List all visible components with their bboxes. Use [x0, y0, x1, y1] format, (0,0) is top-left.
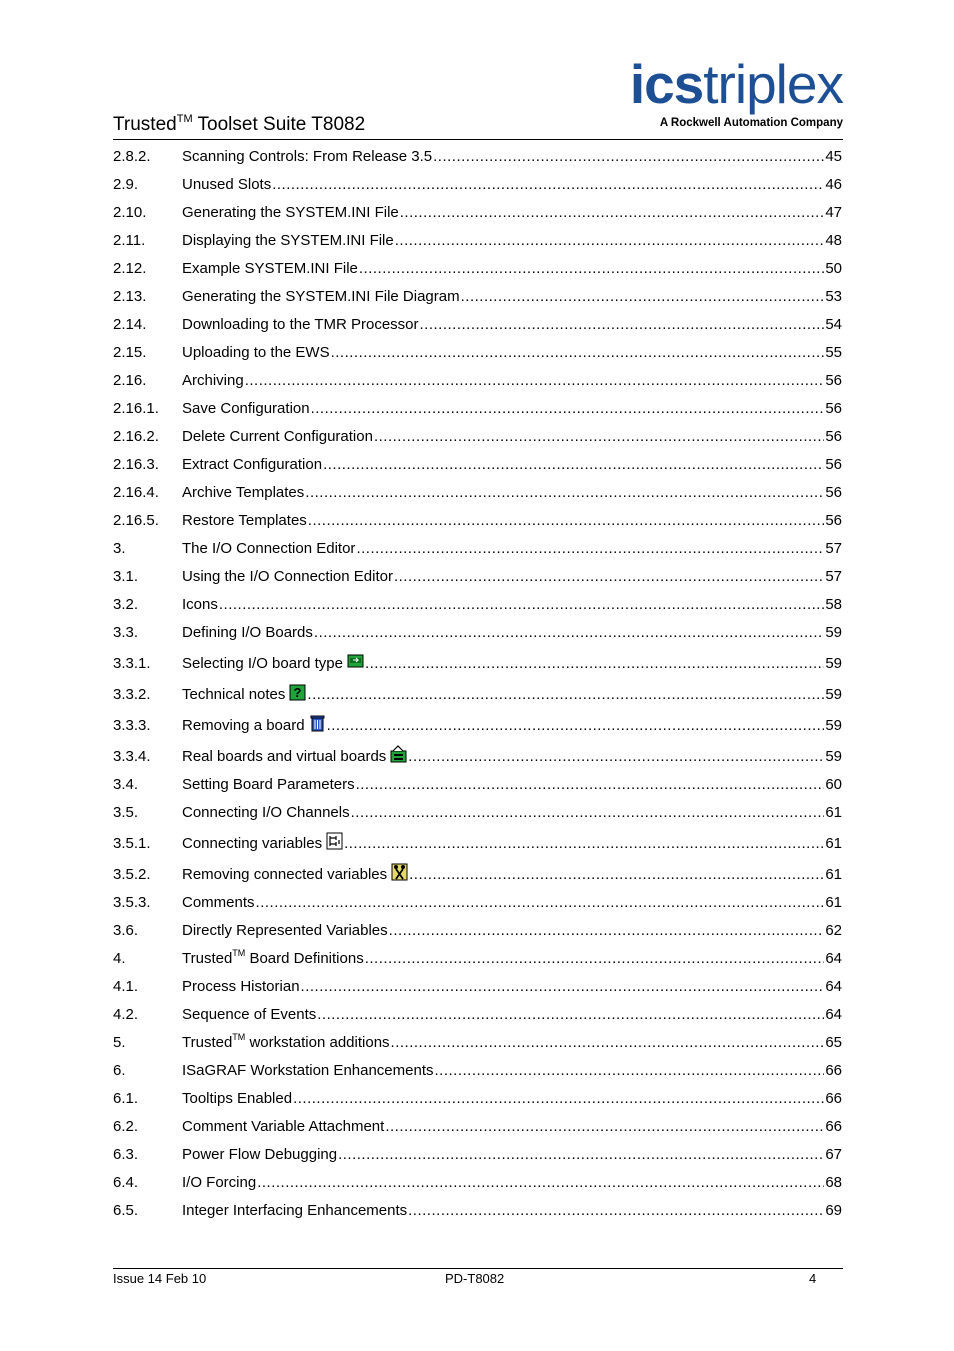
toc-dot-leader	[344, 835, 824, 852]
toc-title-text: Archive Templates	[182, 484, 305, 501]
toc-section-number: 3.3.	[113, 624, 139, 641]
toc-entry[interactable]	[113, 646, 842, 677]
toc-entry[interactable]	[113, 310, 842, 338]
toc-entry-line	[182, 316, 842, 333]
toc-dot-leader	[356, 776, 825, 793]
toc-entry-line	[182, 204, 842, 221]
toc-title-text: Integer Interfacing Enhancements	[182, 1202, 408, 1219]
toc-dot-leader	[257, 1174, 824, 1191]
toc-page-number: 59	[825, 717, 842, 734]
toc-section-number: 6.2.	[113, 1118, 139, 1135]
toc-section-number: 2.16.5.	[113, 512, 159, 529]
virtual-board-icon	[390, 745, 407, 763]
toc-dot-leader	[219, 596, 824, 613]
toc-entry-line	[182, 652, 842, 672]
toc-section-number: 2.16.3.	[113, 456, 159, 473]
toc-entry[interactable]	[113, 254, 842, 282]
toc-page-number: 58	[825, 596, 842, 613]
toc-entry-line	[182, 894, 842, 911]
toc-entry-line	[182, 804, 842, 821]
toc-section-number: 3.2.	[113, 596, 139, 613]
toc-page-number: 62	[825, 922, 842, 939]
toc-entry[interactable]	[113, 916, 842, 944]
toc-section-title	[182, 863, 408, 883]
footer-page-number: 4	[809, 1271, 817, 1286]
toc-entry[interactable]	[113, 1084, 842, 1112]
toc-title-text: Tooltips Enabled	[182, 1090, 293, 1107]
toc-dot-leader	[408, 748, 824, 765]
toc-dot-leader	[389, 922, 825, 939]
toc-title-text: Comments	[182, 894, 255, 911]
toc-page-number: 53	[825, 288, 842, 305]
toc-section-title	[182, 568, 393, 585]
toc-entry[interactable]	[113, 450, 842, 478]
toc-section-title	[182, 745, 407, 765]
toc-title-text: Archiving	[182, 372, 244, 389]
toc-section-number: 6.1.	[113, 1090, 139, 1107]
toc-dot-leader	[391, 1034, 825, 1051]
toc-page-number: 55	[825, 344, 842, 361]
footer-doc-id: PD-T8082	[445, 1271, 505, 1286]
toc-entry-line	[182, 863, 842, 883]
toc-section-title	[182, 652, 364, 672]
toc-entry[interactable]	[113, 798, 842, 826]
toc-title-text: Generating the SYSTEM.INI File Diagram	[182, 288, 460, 305]
toc-section-number: 4.	[113, 950, 126, 967]
toc-title-text: Uploading to the EWS	[182, 344, 330, 361]
toc-section-title	[182, 922, 388, 939]
toc-section-number: 2.16.1.	[113, 400, 159, 417]
toc-page-number: 64	[825, 1006, 842, 1023]
toc-section-title	[182, 1006, 316, 1023]
toc-page-number: 57	[825, 540, 842, 557]
connect-variables-icon	[326, 832, 343, 850]
toc-entry-line	[182, 176, 842, 193]
toc-title-text: Power Flow Debugging	[182, 1146, 338, 1163]
toc-page-number: 48	[825, 232, 842, 249]
toc-section-title	[182, 683, 306, 703]
svg-text:?: ?	[293, 685, 302, 700]
toc-entry-line	[182, 1090, 842, 1107]
board-type-icon	[347, 652, 364, 670]
toc-page-number: 66	[825, 1118, 842, 1135]
toc-entry-line	[182, 428, 842, 445]
toc-page-number: 64	[825, 978, 842, 995]
toc-title-text: Connecting variables	[182, 835, 323, 852]
toc-section-number: 2.8.2.	[113, 148, 151, 165]
toc-title-text: Displaying the SYSTEM.INI File	[182, 232, 394, 249]
toc-dot-leader	[433, 148, 824, 165]
toc-section-number: 2.16.	[113, 372, 147, 389]
toc-dot-leader	[272, 176, 824, 193]
toc-page-number: 61	[825, 866, 842, 883]
toc-section-title	[182, 1090, 292, 1107]
toc-title-text: ISaGRAF Workstation Enhancements	[182, 1062, 434, 1079]
toc-section-title	[182, 1118, 384, 1135]
toc-entry-line	[182, 832, 842, 852]
toc-section-title	[182, 1032, 390, 1051]
toc-section-number: 2.15.	[113, 344, 147, 361]
toc-section-title	[182, 232, 394, 249]
toc-entry[interactable]	[113, 366, 842, 394]
toc-section-title	[182, 596, 218, 613]
toc-entry-line	[182, 232, 842, 249]
toc-page-number: 45	[825, 148, 842, 165]
toc-dot-leader	[435, 1062, 825, 1079]
toc-section-title	[182, 344, 330, 361]
toc-entry[interactable]	[113, 972, 842, 1000]
toc-section-title	[182, 148, 432, 165]
company-logo	[611, 53, 843, 134]
toc-page-number: 59	[825, 748, 842, 765]
toc-title-text: I/O Forcing	[182, 1174, 257, 1191]
toc-page-number: 66	[825, 1090, 842, 1107]
toc-section-number: 2.9.	[113, 176, 139, 193]
toc-title-text: Removing a board	[182, 717, 305, 734]
toc-dot-leader	[311, 400, 825, 417]
toc-section-title	[182, 484, 304, 501]
toc-title-text: Example SYSTEM.INI File	[182, 260, 358, 277]
toc-section-title	[182, 832, 343, 852]
toc-title-text: Technical notes	[182, 686, 286, 703]
toc-entry[interactable]	[113, 226, 842, 254]
toc-entry[interactable]	[113, 478, 842, 506]
toc-page-number: 66	[825, 1062, 842, 1079]
toc-dot-leader	[408, 1202, 824, 1219]
toc-title-text: Trusted	[182, 1034, 233, 1051]
toc-title-text: Selecting I/O board type	[182, 655, 343, 672]
toc-entry[interactable]	[113, 198, 842, 226]
toc-title-text: Directly Represented Variables	[182, 922, 388, 939]
toc-entry[interactable]	[113, 142, 842, 170]
toc-title-text: Process Historian	[182, 978, 300, 995]
toc-entry[interactable]	[113, 739, 842, 770]
toc-title-text-continued: workstation additions	[245, 1034, 390, 1051]
toc-page-number: 61	[825, 804, 842, 821]
toc-entry[interactable]	[113, 826, 842, 857]
toc-dot-leader	[400, 204, 825, 221]
toc-dot-leader	[409, 866, 824, 883]
toc-section-number: 4.1.	[113, 978, 139, 995]
toc-entry-line	[182, 1174, 842, 1191]
toc-entry[interactable]	[113, 170, 842, 198]
toc-section-number: 6.3.	[113, 1146, 139, 1163]
toc-entry-line	[182, 260, 842, 277]
toc-section-number: 3.5.2.	[113, 866, 151, 883]
toc-section-title	[182, 288, 460, 305]
toc-dot-leader	[327, 717, 825, 734]
toc-section-title	[182, 372, 244, 389]
toc-section-title	[182, 456, 322, 473]
toc-title-text: Setting Board Parameters	[182, 776, 355, 793]
toc-section-title	[182, 948, 364, 967]
toc-title-text: Scanning Controls: From Release 3.5	[182, 148, 433, 165]
toc-entry[interactable]	[113, 394, 842, 422]
toc-entry-line	[182, 372, 842, 389]
toc-section-number: 3.3.4.	[113, 748, 151, 765]
toc-page-number: 56	[825, 400, 842, 417]
toc-entry[interactable]	[113, 506, 842, 534]
toc-entry[interactable]	[113, 338, 842, 366]
trademark-superscript: TM	[232, 1032, 246, 1042]
toc-entry-line	[182, 922, 842, 939]
toc-dot-leader	[305, 484, 824, 501]
toc-section-number: 2.14.	[113, 316, 147, 333]
toc-title-text: Extract Configuration	[182, 456, 323, 473]
logo-tagline: A Rockwell Automation Company	[659, 117, 843, 129]
toc-section-title	[182, 1146, 337, 1163]
toc-entry-line	[182, 1006, 842, 1023]
toc-section-number: 2.13.	[113, 288, 147, 305]
toc-entry-line	[182, 456, 842, 473]
toc-page-number: 56	[825, 512, 842, 529]
toc-section-title	[182, 714, 326, 734]
toc-section-title	[182, 1062, 434, 1079]
disconnect-variables-icon	[391, 863, 408, 881]
toc-entry[interactable]	[113, 1112, 842, 1140]
toc-dot-leader	[323, 456, 824, 473]
toc-page-number: 59	[825, 686, 842, 703]
toc-page-number: 56	[825, 456, 842, 473]
toc-section-title	[182, 176, 271, 193]
toc-title-text: Removing connected variables	[182, 866, 388, 883]
toc-section-number: 2.16.2.	[113, 428, 159, 445]
toc-entry[interactable]	[113, 562, 842, 590]
toc-entry[interactable]	[113, 1056, 842, 1084]
toc-entry[interactable]	[113, 1196, 842, 1224]
toc-page-number: 69	[825, 1202, 842, 1219]
toc-entry-line	[182, 745, 842, 765]
toc-dot-leader	[356, 540, 824, 557]
toc-dot-leader	[331, 344, 825, 361]
toc-section-number: 6.	[113, 1062, 126, 1079]
toc-page-number: 56	[825, 484, 842, 501]
toc-section-title	[182, 260, 358, 277]
toc-entry-line	[182, 978, 842, 995]
toc-section-number: 4.2.	[113, 1006, 139, 1023]
toc-entry-line	[182, 512, 842, 529]
toc-dot-leader	[317, 1006, 824, 1023]
toc-page-number: 64	[825, 950, 842, 967]
toc-section-number: 2.10.	[113, 204, 147, 221]
toc-entry-line	[182, 776, 842, 793]
toc-section-number: 3.5.3.	[113, 894, 151, 911]
toc-title-text: Delete Current Configuration	[182, 428, 373, 445]
toc-section-number: 3.5.1.	[113, 835, 151, 852]
toc-entry-line	[182, 624, 842, 641]
toc-dot-leader	[301, 978, 825, 995]
toc-dot-leader	[374, 428, 824, 445]
toc-page-number: 59	[825, 655, 842, 672]
toc-page-number: 61	[825, 835, 842, 852]
toc-dot-leader	[308, 512, 825, 529]
toc-dot-leader	[420, 316, 825, 333]
toc-section-title	[182, 978, 300, 995]
toc-title-text: Using the I/O Connection Editor	[182, 568, 393, 585]
document-title: Trusted™ Toolset Suite T8082	[113, 113, 366, 135]
toc-section-title	[182, 894, 255, 911]
toc-entry[interactable]	[113, 618, 842, 646]
toc-dot-leader	[351, 804, 825, 821]
toc-section-number: 3.1.	[113, 568, 139, 585]
toc-page-number: 56	[825, 428, 842, 445]
toc-dot-leader	[461, 288, 825, 305]
toc-entry-line	[182, 568, 842, 585]
toc-entry[interactable]	[113, 590, 842, 618]
toc-section-number: 3.5.	[113, 804, 139, 821]
toc-section-number: 5.	[113, 1034, 126, 1051]
toc-title-text: Restore Templates	[182, 512, 307, 529]
toc-entry-line	[182, 540, 842, 557]
toc-page-number: 50	[825, 260, 842, 277]
toc-entry-line	[182, 683, 842, 703]
toc-dot-leader	[293, 1090, 824, 1107]
toc-entry[interactable]	[113, 1000, 842, 1028]
toc-section-title	[182, 1174, 256, 1191]
toc-entry-line	[182, 948, 842, 967]
toc-title-text: Comment Variable Attachment	[182, 1118, 385, 1135]
toc-entry[interactable]	[113, 1168, 842, 1196]
toc-section-title	[182, 1202, 407, 1219]
toc-section-title	[182, 204, 399, 221]
toc-entry[interactable]	[113, 534, 842, 562]
toc-entry[interactable]	[113, 1140, 842, 1168]
toc-title-text-continued: Board Definitions	[245, 950, 364, 967]
toc-page-number: 65	[825, 1034, 842, 1051]
toc-section-number: 3.3.1.	[113, 655, 151, 672]
footer-issue: Issue 14 Feb 10	[113, 1271, 207, 1286]
toc-title-text: Defining I/O Boards	[182, 624, 313, 641]
toc-section-number: 2.11.	[113, 232, 146, 249]
toc-page-number: 67	[825, 1146, 842, 1163]
toc-entry[interactable]	[113, 677, 842, 708]
toc-section-title	[182, 624, 313, 641]
toc-entry-line	[182, 1118, 842, 1135]
toc-section-number: 3.4.	[113, 776, 139, 793]
toc-dot-leader	[245, 372, 825, 389]
toc-section-number: 3.3.2.	[113, 686, 151, 703]
toc-section-number: 3.6.	[113, 922, 139, 939]
toc-entry-line	[182, 1146, 842, 1163]
logo-wordmark: icstriplex	[629, 53, 843, 115]
toc-dot-leader	[307, 686, 824, 703]
toc-page-number: 47	[825, 204, 842, 221]
technical-notes-icon	[289, 683, 306, 701]
toc-section-title	[182, 400, 310, 417]
toc-dot-leader	[338, 1146, 824, 1163]
remove-board-icon	[309, 714, 326, 732]
toc-title-text: Real boards and virtual boards	[182, 748, 387, 765]
toc-entry-line	[182, 1202, 842, 1219]
toc-title-text: The I/O Connection Editor	[182, 540, 356, 557]
toc-page-number: 60	[825, 776, 842, 793]
toc-entry-line	[182, 344, 842, 361]
toc-dot-leader	[314, 624, 824, 641]
toc-entry[interactable]	[113, 888, 842, 916]
toc-entry-line	[182, 484, 842, 501]
toc-entry-line	[182, 400, 842, 417]
toc-title-text: Generating the SYSTEM.INI File	[182, 204, 399, 221]
toc-section-title	[182, 776, 355, 793]
toc-entry[interactable]	[113, 857, 842, 888]
toc-section-title	[182, 428, 373, 445]
trademark-superscript: TM	[232, 948, 246, 958]
toc-entry[interactable]	[113, 944, 842, 972]
toc-entry-line	[182, 596, 842, 613]
toc-title-text: Connecting I/O Channels	[182, 804, 350, 821]
toc-title-text: Save Configuration	[182, 400, 310, 417]
toc-entry-line	[182, 148, 842, 165]
toc-page-number: 61	[825, 894, 842, 911]
toc-page-number: 59	[825, 624, 842, 641]
toc-dot-leader	[365, 655, 824, 672]
toc-dot-leader	[365, 950, 825, 967]
table-of-contents	[113, 142, 842, 1224]
toc-entry-line	[182, 1062, 842, 1079]
toc-entry[interactable]	[113, 282, 842, 310]
toc-page-number: 54	[825, 316, 842, 333]
toc-section-title	[182, 316, 419, 333]
toc-section-title	[182, 804, 350, 821]
toc-entry-line	[182, 714, 842, 734]
toc-entry-line	[182, 1032, 842, 1051]
toc-title-text: Sequence of Events	[182, 1006, 317, 1023]
toc-title-text: Unused Slots	[182, 176, 272, 193]
toc-dot-leader	[385, 1118, 824, 1135]
toc-title-text: Downloading to the TMR Processor	[182, 316, 419, 333]
toc-entry[interactable]	[113, 422, 842, 450]
toc-page-number: 68	[825, 1174, 842, 1191]
toc-section-number: 3.	[113, 540, 126, 557]
toc-dot-leader	[256, 894, 825, 911]
toc-section-number: 3.3.3.	[113, 717, 151, 734]
header-divider	[113, 139, 843, 140]
toc-section-number: 2.16.4.	[113, 484, 159, 501]
toc-section-number: 6.4.	[113, 1174, 139, 1191]
toc-section-number: 6.5.	[113, 1202, 139, 1219]
toc-dot-leader	[395, 232, 825, 249]
toc-entry-line	[182, 288, 842, 305]
toc-page-number: 46	[825, 176, 842, 193]
toc-section-title	[182, 540, 355, 557]
toc-dot-leader	[359, 260, 824, 277]
toc-entry[interactable]	[113, 1028, 842, 1056]
toc-section-number: 2.12.	[113, 260, 147, 277]
toc-title-text: Trusted	[182, 950, 233, 967]
toc-title-text: Icons	[182, 596, 218, 613]
toc-section-title	[182, 512, 307, 529]
toc-page-number: 57	[825, 568, 842, 585]
toc-dot-leader	[394, 568, 824, 585]
toc-page-number: 56	[825, 372, 842, 389]
toc-entry[interactable]	[113, 708, 842, 739]
toc-entry[interactable]	[113, 770, 842, 798]
footer-divider	[113, 1268, 843, 1269]
